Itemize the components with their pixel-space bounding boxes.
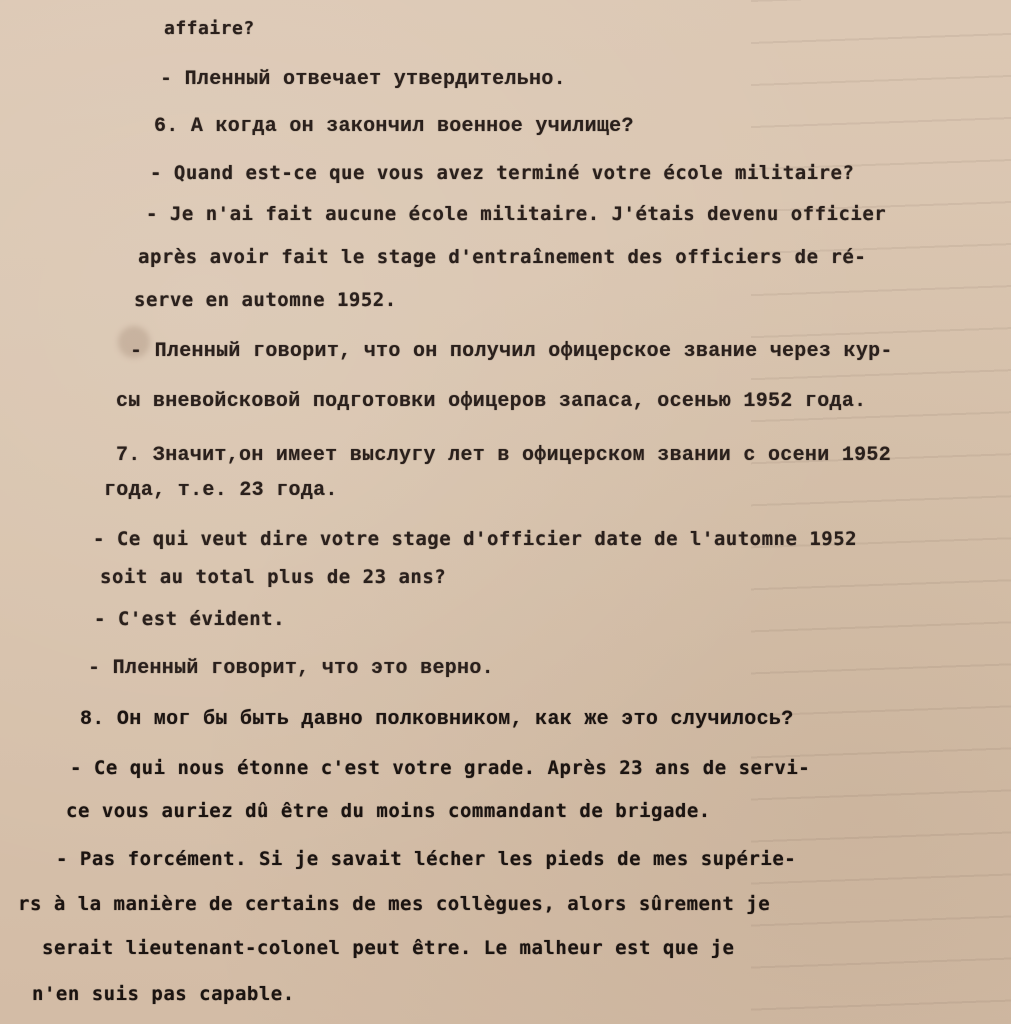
text-line-11: года, т.е. 23 года. <box>104 479 338 502</box>
text-line-3: 6. А когда он закончил военное училище? <box>154 115 634 138</box>
text-line-22: n'en suis pas capable. <box>32 983 295 1005</box>
text-line-8: - Пленный говорит, что он получил офицерское звание через кур- <box>130 340 893 363</box>
text-line-9: сы вневойсковой подготовки офицеров запаса, осенью 1952 года. <box>116 390 867 413</box>
text-line-5: - Je n'ai fait aucune école militaire. J'étais devenu officier <box>146 203 887 225</box>
bleed-through-text <box>751 0 1011 1024</box>
text-line-1: affaire? <box>164 18 255 39</box>
text-line-13: soit au total plus de 23 ans? <box>100 566 447 588</box>
text-line-20: rs à la manière de certains de mes collègues, alors sûrement je <box>18 893 771 915</box>
text-line-12: - Ce qui veut dire votre stage d'officier date de l'automne 1952 <box>93 528 858 550</box>
text-line-19: - Pas forcément. Si je savait lécher les pieds de mes supérie- <box>56 848 797 870</box>
text-line-21: serait lieutenant-colonel peut être. Le malheur est que je <box>42 937 735 959</box>
text-line-18: ce vous auriez dû être du moins commandant de brigade. <box>66 800 711 822</box>
text-line-17: - Ce qui nous étonne c'est votre grade. Après 23 ans de servi- <box>70 757 811 779</box>
text-line-16: 8. Он мог бы быть давно полковником, как же это случилось? <box>80 708 794 731</box>
text-line-15: - Пленный говорит, что это верно. <box>88 657 494 680</box>
text-line-14: - C'est évident. <box>94 608 286 630</box>
text-line-2: - Пленный отвечает утвердительно. <box>160 68 566 91</box>
text-line-4: - Quand est-ce que vous avez terminé votre école militaire? <box>150 162 855 184</box>
text-line-10: 7. Значит,он имеет выслугу лет в офицерском звании с осени 1952 <box>116 444 892 467</box>
text-line-7: serve en automne 1952. <box>134 289 397 311</box>
text-line-6: après avoir fait le stage d'entraînement des officiers de ré- <box>138 246 867 268</box>
